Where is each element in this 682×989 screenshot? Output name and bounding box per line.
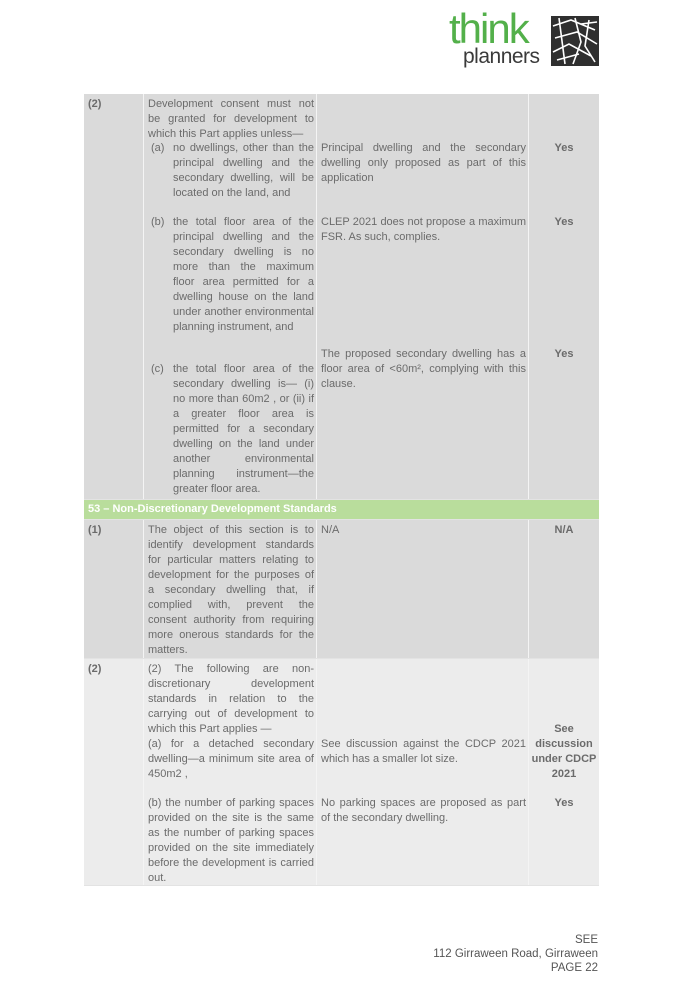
assessment-comment: No parking spaces are proposed as part of the secondary dwelling. [321, 797, 526, 824]
clause-number: (1) [88, 524, 102, 536]
clause-text: The object of this section is to identify development standards for particular matters relating to development for the purposes of a secondary dwelling that, if complied with, prevent the consent authority from requiring more onerous standards for the matters. [148, 524, 314, 656]
logo-map-icon [551, 16, 599, 66]
assessment-comment: N/A [321, 524, 340, 536]
assessment-comment: CLEP 2021 does not propose a maximum FSR. As such, complies. [321, 216, 526, 243]
page-footer [433, 933, 598, 975]
clause-number: (2) [88, 98, 102, 110]
compliance-value: Yes [554, 216, 574, 228]
compliance-table [84, 94, 599, 886]
item-text: the total floor area of the principal dwelling and the secondary dwelling is no more than the maximum floor area permitted for a dwelling house on the land under another environmental planning instrument, and [173, 216, 314, 333]
compliance-value: Yes [554, 797, 574, 809]
clause-number: (2) [88, 663, 102, 675]
compliance-value: N/A [554, 524, 574, 536]
compliance-value: Yes [554, 348, 574, 360]
item-text: no dwellings, other than the principal dwelling and the secondary dwelling, will be located on the land, and [173, 142, 314, 199]
table-row [84, 520, 599, 659]
clause-intro: (2) The following are non-discretionary development standards in relation to the carrying out of development to which this Part applies — [148, 663, 314, 735]
logo-word-think: think [449, 5, 528, 52]
table-row [84, 94, 599, 500]
item-text: (a) for a detached secondary dwelling—a minimum site area of 450m2 , [148, 738, 314, 780]
item-label: (a) [151, 142, 165, 154]
footer-address: 112 Girraween Road, Girraween [433, 948, 598, 960]
item-text: (b) the number of parking spaces provided on the site is the same as the number of parking spaces provided on the site immediately before the development is carried out. [148, 797, 314, 884]
assessment-comment: Principal dwelling and the secondary dwelling only proposed as part of this application [321, 142, 526, 184]
page-number: PAGE 22 [550, 962, 598, 974]
logo-word-planners: planners [463, 45, 540, 68]
clause-intro: Development consent must not be granted for development to which this Part applies unless— [148, 98, 314, 140]
assessment-comment: The proposed secondary dwelling has a floor area of <60m², complying with this clause. [321, 348, 526, 390]
section-heading-row [84, 500, 599, 520]
item-label: (c) [151, 363, 164, 375]
item-label: (b) [151, 216, 165, 228]
assessment-comment: See discussion against the CDCP 2021 which has a smaller lot size. [321, 738, 526, 765]
table-row [84, 659, 599, 886]
footer-label: SEE [574, 934, 598, 946]
item-text: the total floor area of the secondary dwelling is— (i) no more than 60m2 , or (ii) if a greater floor area is permitted for a secondary dwelling on the land under another environmental planning instrument—the greater floor area. [173, 363, 314, 495]
company-logo [449, 5, 601, 70]
compliance-value: Yes [554, 142, 574, 154]
section-heading: 53 – Non-Discretionary Development Standards [88, 503, 337, 515]
compliance-value: See discussion under CDCP 2021 [531, 723, 597, 780]
